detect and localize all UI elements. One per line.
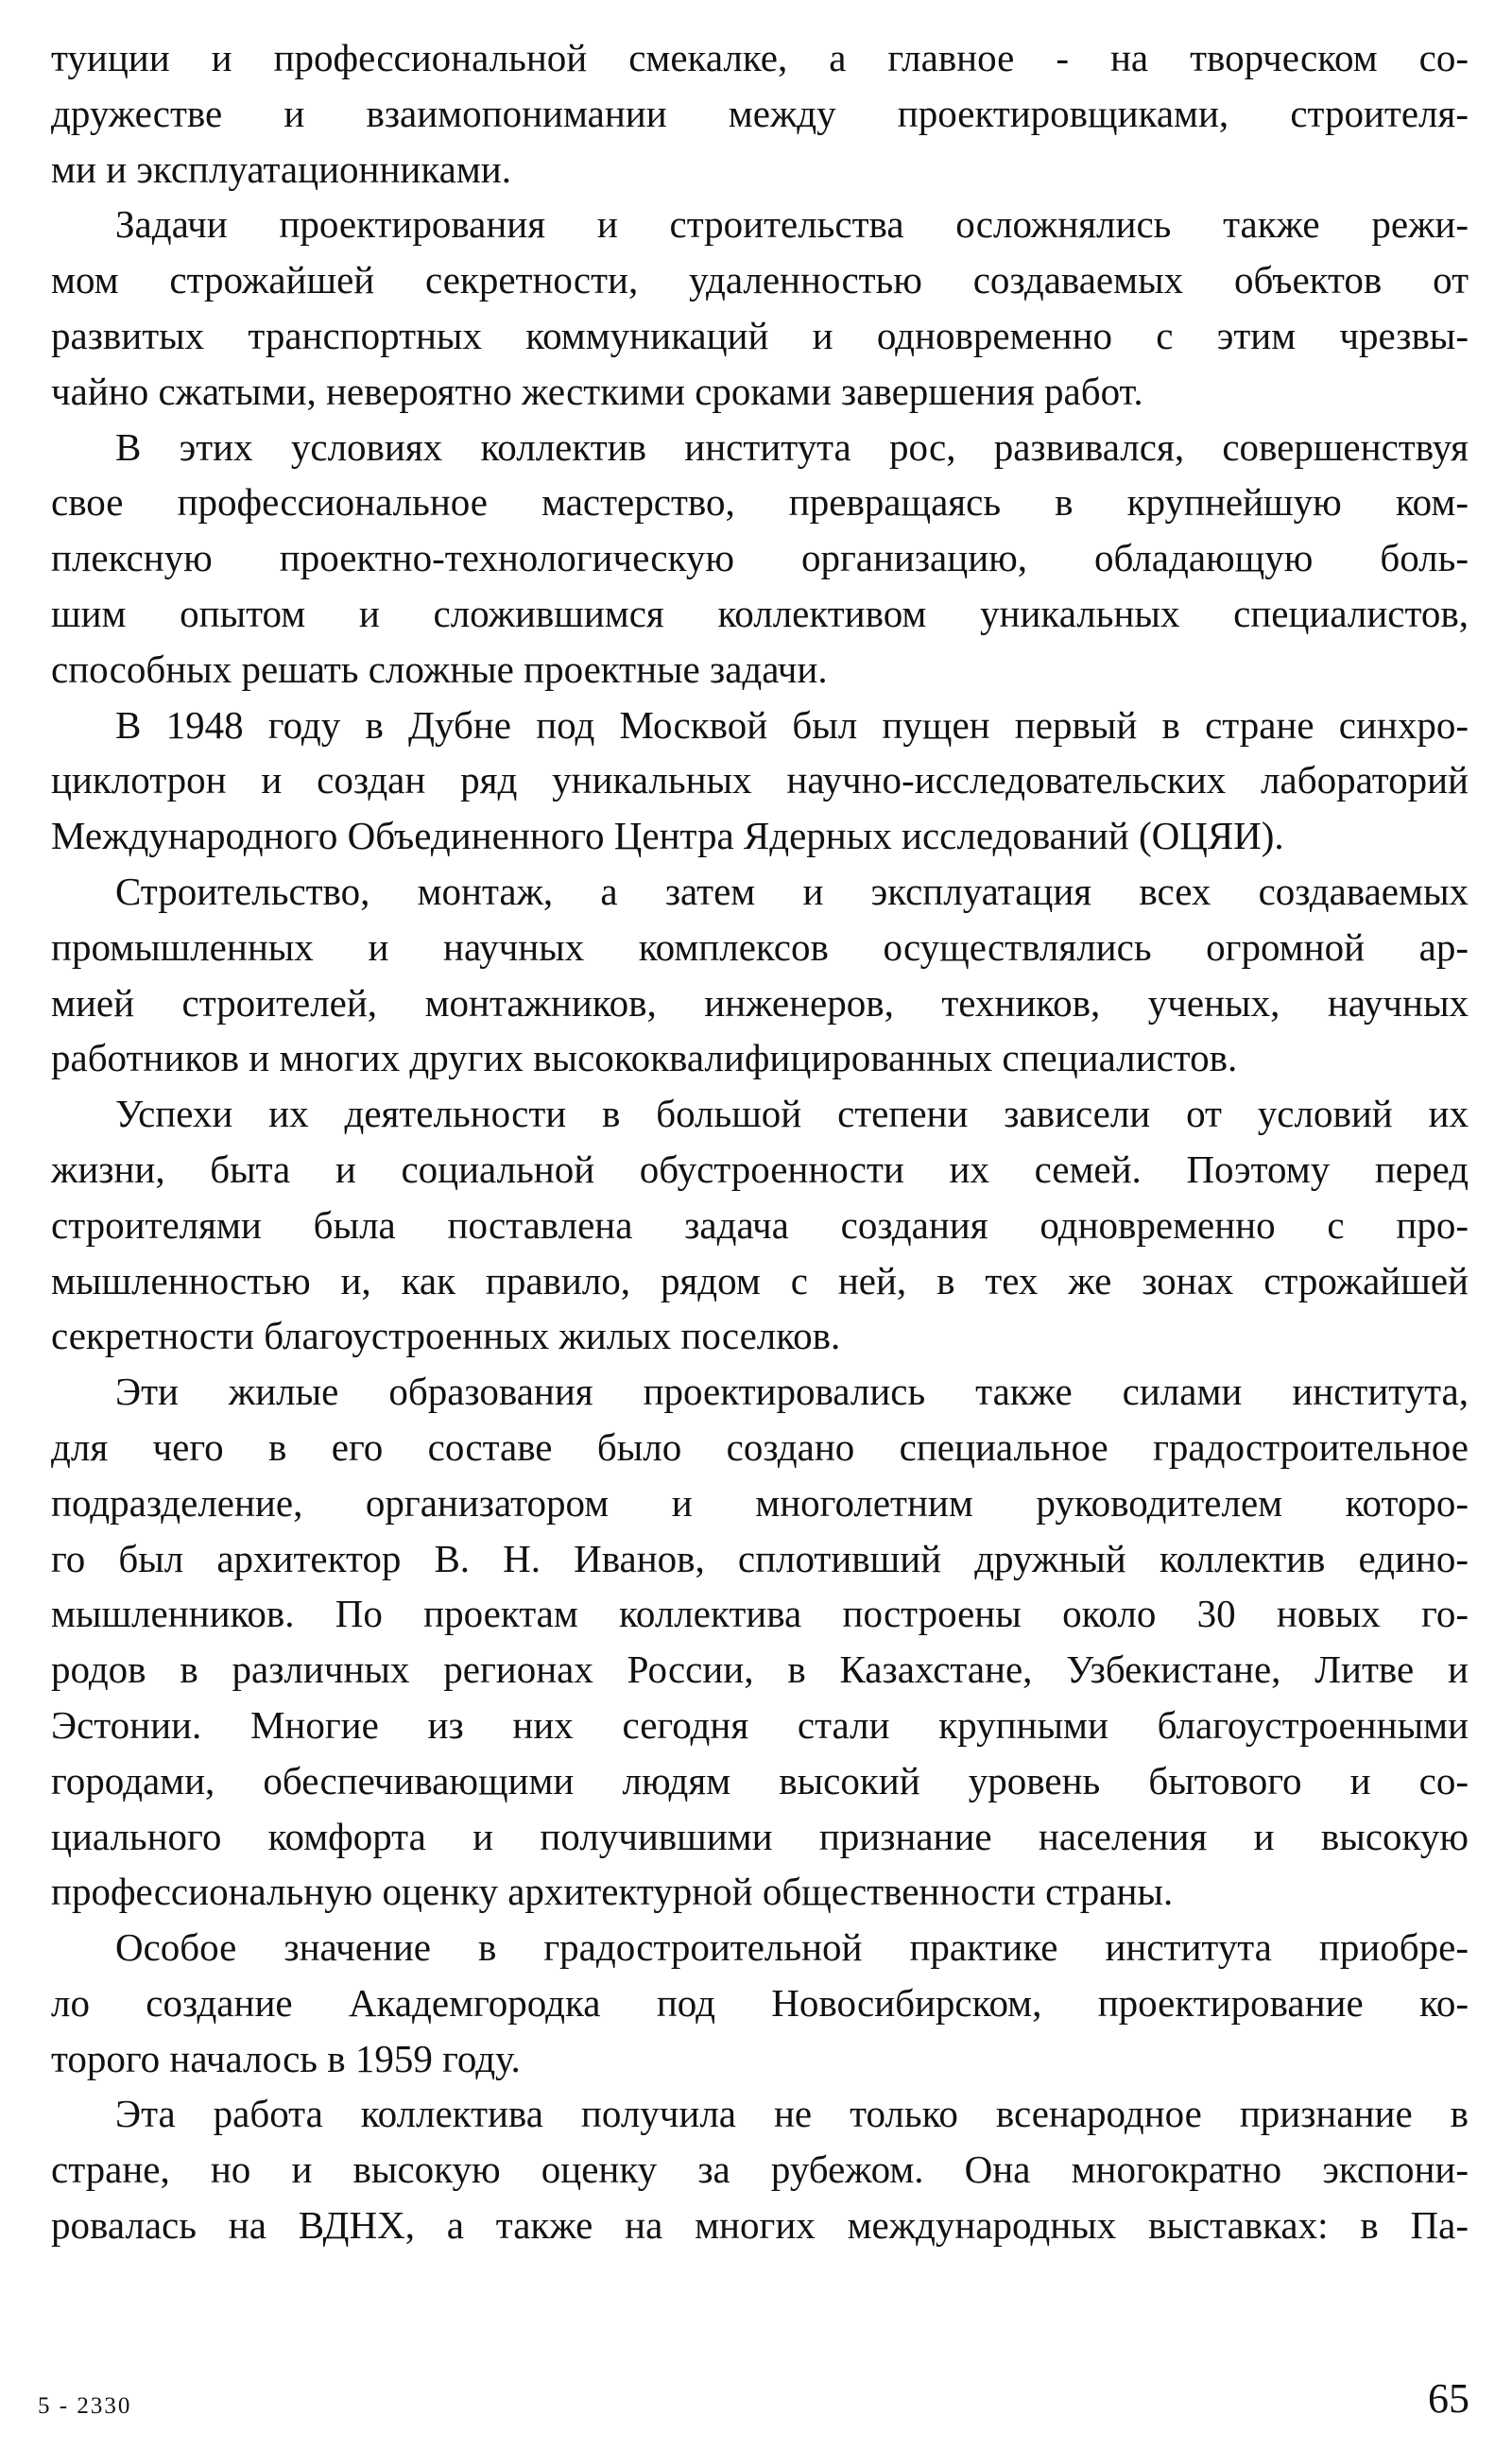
text-line: профессиональную оценку архитектурной общественности страны. [51,1870,1174,1914]
text-line: дружестве и взаимопонимании между проектировщиками, строителя- [51,91,1469,135]
text-line: циального комфорта и получившими признание населения и высокую [51,1814,1469,1858]
paragraph [51,197,1469,419]
text-line: Строительство, монтаж, а затем и эксплуатация всех создаваемых [115,869,1469,913]
text-line: Эти жилые образования проектировались также силами института, [115,1370,1469,1414]
paragraph [51,420,1469,698]
paragraph [51,2086,1469,2252]
page-body [51,30,1469,2431]
text-line: для чего в его составе было создано специальное градостроительное [51,1424,1469,1469]
text-line: торого началось в 1959 году. [51,2036,521,2080]
text-line: жизни, быта и социальной обустроенности их семей. Поэтому перед [51,1147,1469,1191]
text-line: работников и многих других высококвалифицированных специалистов. [51,1036,1238,1080]
text-line: мышленностью и, как правило, рядом с ней, в тех же зонах строжайшей [51,1258,1469,1302]
paragraph [51,1920,1469,2086]
text-line: стране, но и высокую оценку за рубежом. Она многократно экспони- [51,2147,1469,2192]
text-line: строителями была поставлена задача создания одновременно с про- [51,1202,1469,1247]
paragraph [51,30,1469,197]
text-line: родов в различных регионах России, в Казахстане, Узбекистане, Литве и [51,1647,1469,1692]
text-line: В 1948 году в Дубне под Москвой был пущен первый в стране синхро- [115,702,1469,747]
text-line: развитых транспортных коммуникаций и одновременно с этим чрезвы- [51,313,1469,357]
paragraph [51,698,1469,864]
text-line: шим опытом и сложившимся коллективом уникальных специалистов, [51,591,1469,635]
text-line: Эстонии. Многие из них сегодня стали крупными благоустроенными [51,1702,1469,1747]
text-line: ло создание Академгородка под Новосибирском, проектирование ко- [51,1980,1469,2025]
text-line: плексную проектно-технологическую организацию, обладающую боль- [51,536,1469,580]
text-line: мышленников. По проектам коллектива построены около 30 новых го- [51,1592,1469,1636]
text-line: способных решать сложные проектные задачи. [51,647,828,691]
text-line: В этих условиях коллектив института рос, развивался, совершенствуя [115,424,1469,469]
text-line: свое профессиональное мастерство, превращаясь в крупнейшую ком- [51,480,1469,525]
text-line: Задачи проектирования и строительства осложнялись также режи- [115,202,1469,247]
text-line: Особое значение в градостроительной практике института приобре- [115,1925,1469,1970]
text-line: Эта работа коллектива получила не только всенародное признание в [115,2092,1469,2136]
text-line: городами, обеспечивающими людям высокий уровень бытового и со- [51,1758,1469,1802]
text-line: циклотрон и создан ряд уникальных научно-исследовательских лабораторий [51,758,1469,802]
text-line: Успехи их деятельности в большой степени зависели от условий их [115,1092,1469,1136]
text-line: Международного Объединенного Центра Ядерных исследований (ОЦЯИ). [51,814,1284,858]
text-body [51,30,1469,2253]
page-footer [38,2374,1469,2431]
text-line: туиции и профессиональной смекалке, а главное - на творческом со- [51,36,1469,79]
text-line: ми и эксплуатационниками. [51,147,511,191]
text-line: секретности благоустроенных жилых поселков. [51,1314,841,1358]
paragraph [51,1086,1469,1364]
text-line: мом строжайшей секретности, удаленностью создаваемых объектов от [51,258,1469,302]
text-line: ровалась на ВДНХ, а также на многих международных выставках: в Па- [51,2203,1469,2248]
text-line: чайно сжатыми, невероятно жесткими сроками завершения работ. [51,369,1143,413]
printer-signature: 5 - 2330 [38,2393,132,2419]
text-line: подразделение, организатором и многолетним руководителем которо- [51,1480,1469,1525]
text-line: промышленных и научных комплексов осуществлялись огромной ар- [51,924,1469,969]
text-line: мией строителей, монтажников, инженеров, техников, ученых, научных [51,980,1469,1025]
paragraph [51,864,1469,1086]
paragraph [51,1364,1469,1920]
page-number: 65 [1428,2375,1469,2422]
text-line: го был архитектор В. Н. Иванов, сплотивший дружный коллектив едино- [51,1536,1469,1580]
